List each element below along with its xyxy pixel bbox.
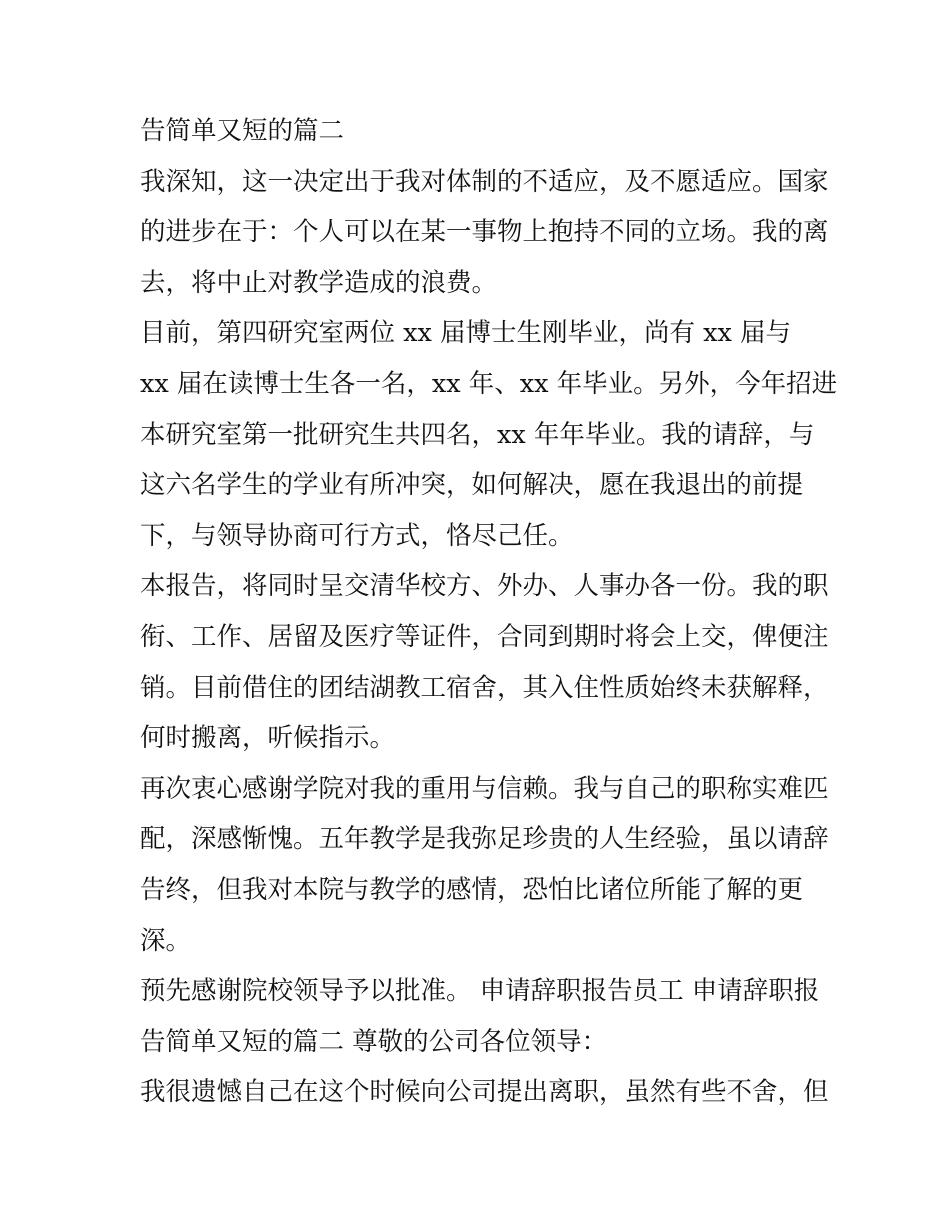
- text-line: 告简单又短的篇二: [140, 116, 345, 146]
- text-line: 销。目前借住的团结湖教工宿舍，其入住性质始终未获解释，: [140, 672, 829, 703]
- text-line: 预先感谢院校领导予以批准。 申请辞职报告员工 申请辞职报: [140, 976, 820, 1007]
- text-line: xx 届在读博士生各一名，xx 年、xx 年毕业。另外，今年招进: [140, 368, 838, 399]
- text-line: 下，与领导协商可行方式，恪尽己任。: [140, 520, 574, 551]
- text-line: 深。: [140, 925, 192, 956]
- text-line: 何时搬离，听候指示。: [140, 723, 396, 754]
- text-line: 本报告，将同时呈交清华校方、外办、人事办各一份。我的职: [140, 571, 829, 602]
- text-line: 的进步在于：个人可以在某一事物上抱持不同的立场。我的离: [140, 217, 829, 248]
- document-body: [140, 106, 838, 1118]
- text-line: 衔、工作、居留及医疗等证件，合同到期时将会上交，俾便注: [140, 621, 829, 652]
- text-line: 告终，但我对本院与教学的感情，恐怕比诸位所能了解的更: [140, 874, 804, 905]
- text-line: 我很遗憾自己在这个时候向公司提出离职，虽然有些不舍，但: [140, 1077, 829, 1108]
- text-line: 告简单又短的篇二 尊敬的公司各位领导：: [140, 1026, 608, 1057]
- text-line: 这六名学生的学业有所冲突，如何解决，愿在我退出的前提: [140, 470, 804, 501]
- text-line: 去，将中止对教学造成的浪费。: [140, 267, 498, 298]
- text-line: 本研究室第一批研究生共四名，xx 年年毕业。我的请辞，与: [140, 419, 815, 450]
- text-line: 目前，第四研究室两位 xx 届博士生刚毕业，尚有 xx 届与: [140, 318, 791, 349]
- text-line: 配，深感惭愧。五年教学是我弥足珍贵的人生经验，虽以请辞: [140, 824, 829, 855]
- text-line: 再次衷心感谢学院对我的重用与信赖。我与自己的职称实难匹: [140, 773, 829, 804]
- text-line: 我深知，这一决定出于我对体制的不适应，及不愿适应。国家: [140, 166, 829, 197]
